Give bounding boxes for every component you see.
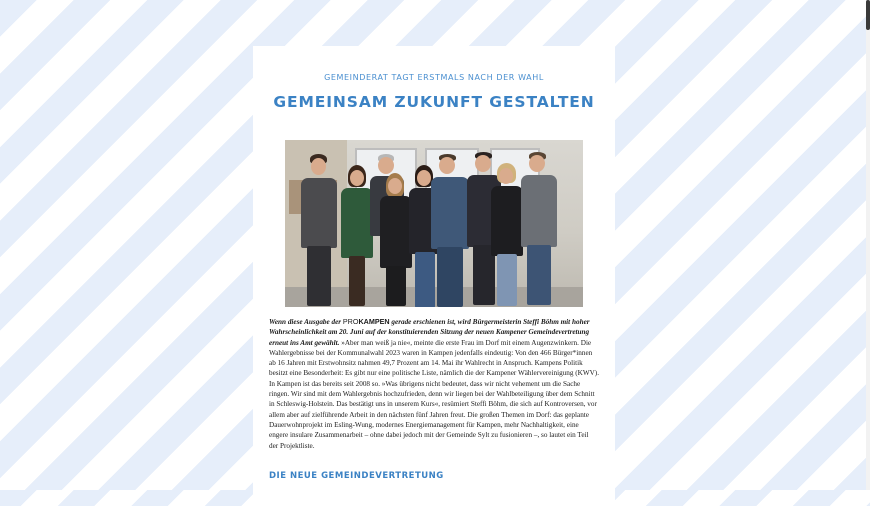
scrollbar[interactable] [866, 0, 870, 490]
article-page [253, 46, 615, 506]
article-headline: GEMEINSAM ZUKUNFT GESTALTEN [273, 93, 595, 111]
article-body [269, 317, 599, 451]
brand-kampen: KAMPEN [358, 317, 390, 326]
group-photo [285, 140, 583, 307]
scrollbar-thumb[interactable] [866, 0, 870, 30]
lead-text: Wenn diese Ausgabe der [269, 318, 343, 326]
article-kicker: GEMEINDERAT TAGT ERSTMALS NACH DER WAHL [324, 73, 544, 82]
section-subheading: DIE NEUE GEMEINDEVERTRETUNG [269, 471, 444, 481]
body-text: »Aber man weiß ja nie«, meinte die erste Frau im Dorf mit einem Augenzwinkern. Die Wahlergebnisse bei der Kommunalwahl 2023 waren in Kampen jedenfalls eindeutig: Von den 466 Bürger*innen ab 16 Jahren mit Erstwohnsitz nahmen 49,7 Prozent am 14. Mai ihr Wahlrecht in Anspruch. Kampens Politik besitzt eine Besonderheit: Es gibt nur eine politische Liste, nämlich die der Kampener Wählervereinigung (KWV). In Kampen ist das bereits seit 2008 so. »Was übrigens nicht bedeutet, dass wir nicht vehement um die Sache ringen. Wir sind mit dem Wahlergebnis hochzufrieden, denn wir liegen bei der Wahlbeteiligung über dem Schnitt in Schleswig-Holstein. Das bestätigt uns in unserem Kurs«, resümiert Steffi Böhm, die sich auf Kontroversen, vor allem aber auf zielführende Arbeit in den nächsten fünf Jahren freut. Die großen Themen im Dorf: das geplante Dauerwohnprojekt im Esling-Wung, modernes Energiemanagement für Kampen, mehr Nachhaltigkeit, eine engere insulare Zusammenarbeit – ohne dabei jedoch mit der Gemeinde Sylt zu fusionieren –, so lautet ein Teil der Projektliste. [269, 338, 599, 450]
brand-pro: PRO [342, 317, 359, 326]
lead-text-cont: gerade erschienen ist, wird Bürgermeisterin Steffi Böhm mit hoher Wahrscheinlichkeit am 20. Juni auf der konstituierenden Sitzung der neuen Kampener Gemeindevertretung erneut ins Amt gewählt. [269, 318, 590, 347]
